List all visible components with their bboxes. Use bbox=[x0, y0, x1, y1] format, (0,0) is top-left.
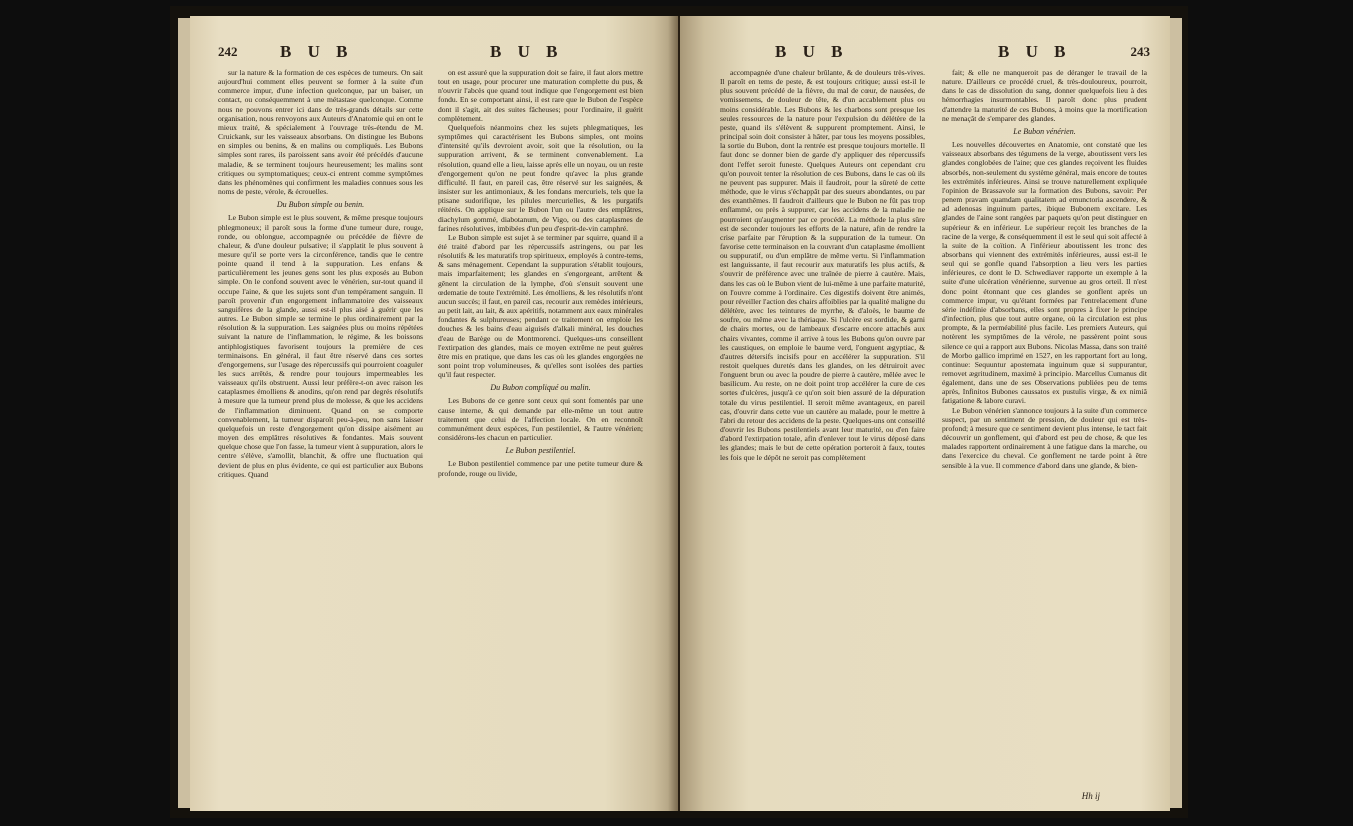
section-heading: Le Bubon pestilentiel. bbox=[505, 446, 576, 456]
text-column bbox=[720, 68, 925, 788]
running-head-col2: B U B bbox=[490, 42, 564, 61]
signature-mark: Hh ij bbox=[1081, 791, 1100, 801]
paragraph: Quelquefois néanmoins chez les sujets phlegmatiques, les symptômes qui caractérisent les Bubons simples, ont moins d'intensité qu'ils devroient avoir, soit que la résolution, ou la suppuration arrivent, & se terminent convenablement. La résolution, quand elle a lieu, laisse après elle un noyau, ou un reste d'engorgement qu'on ne peut fondre qu'avec la plus grande difficulté. Il faut, en pareil cas, être réservé sur les saignées, & insister sur les antimoniaux, & les fondans mercuriels, tels que la ptisane sudorifique, les pilules mercurielles, & les purgatifs réitérés. On applique sur le Bubon l'un ou l'autre des emplâtres, diachylum gommé, diabotanum, de Vigo, ou des cataplasmes de farines résolutives, imbibées d'un peu d'esprit-de-vin camphré. bbox=[438, 122, 643, 233]
paragraph: Les nouvelles découvertes en Anatomie, ont constaté que les vaisseaux absorbans des tégumens de la verge, aboutissent vers les glandes conglobées de l'aine; que ces glandes reçoivent les fluides absorbés, non-seulement du système général, mais encore de toutes les extrémités inférieures. Ainsi se trouve naturellement expliquée l'opinion de Brassavole sur la formation des Bubons, savoir: Per penem pravam quamdam qualitatem ad emunctoria ascendere, & ad adenosas inguinum partes, ibique Bubonem excitare. Les glandes de l'aine sont rangées par paquets qu'on peut distinguer en supérieur & en inférieur. Le supérieur reçoit les branches de la racine de la verge, & conséquemment il est le seul qui soit affecté à la suite de la coïtion. A l'inférieur aboutissent les tronc des absorbans qui viennent des extrémités inférieures, aussi est-il le seul qui se gonfle quand l'absorption a lieu vers les parties inférieures, ce dont le D. Schwediaver rapporte un exemple à la suite d'une ulcération vénérienne, survenue au gros orteil. Il n'est donc point étonnant que ces glandes se gonflent après un commerce impur, vu qu'étant formées par l'entrelacement d'une série indéfinie d'absorbans, elles sont propres à fixer le principe d'infection, plus que tout autre organe, où la circulation est plus prompte, & la perméabilité plus facile. Les premiers Auteurs, qui notèrent les symptômes de la vérole, ne passèrent point sous silence ce qui a rapport aux Bubons. Nicolas Massa, dans son traité de Morbo gallico imprimé en 1527, en les rapportant fort au long, continue: Sequuntur apostemata inguinum quæ si suppurantur, removet ægritudinem, maximè à principio. Marcellus Cumanus dit également, dans une de ses Observations publiées peu de tems après, Infinitos Bubones caussatos ex pustulis virgæ, & ex nimiâ fatigatione & labore curavi. bbox=[942, 140, 1147, 406]
paragraph: Les Bubons de ce genre sont ceux qui sont fomentés par une cause interne, & qui demande par elle-même un tout autre traitement que celui de l'affection locale. On en reconnoît communément deux espèces, l'un pestilentiel, & l'autre vénérien; considérons-les chacun en particulier. bbox=[438, 396, 643, 443]
paragraph: Le Bubon simple est sujet à se terminer par squirre, quand il a été traité d'abord par les répercussifs astringens, ou par les résolutifs & les maturatifs trop spiritueux, employés à contre-tems, & sans ménagement. Cependant la suppuration s'établit toujours, mais imparfaitement; les glandes en s'engorgeant, arrêtent & gênent la circulation de la lymphe, d'où s'ensuit souvent une œdematie de toute l'extrémité. Les émolliens, & les résolutifs n'ont aucun succès; il faut, en pareil cas, recourir aux remèdes intérieurs, au petit lait, au lait, & aux apéritifs, notamment aux eaux minérales fondantes & sulphureuses; pendant ce traitement on emploie les douches & les bains d'eau aiguisés d'alkali minéral, les douches d'eau de Barège ou de Montmorenci. Quelques-uns conseillent l'extirpation des glandes, mais ce moyen extrême ne peut guères être mis en pratique, que dans les cas où les glandes engorgées ne sont point trop volumineuses, & qu'elles sont isolées des parties qu'il faut respecter. bbox=[438, 232, 643, 380]
page-number: 242 bbox=[218, 44, 238, 59]
right-page-edges bbox=[1170, 18, 1182, 808]
paragraph: Le Bubon pestilentiel commence par une petite tumeur dure & profonde, rouge ou livide, bbox=[438, 459, 643, 478]
text-column bbox=[438, 68, 643, 788]
left-page bbox=[190, 16, 678, 811]
right-page bbox=[680, 16, 1170, 811]
paragraph: fait; & elle ne manqueroit pas de déranger le travail de la nature. D'ailleurs ce procédé cruel, & très-douloureux, pourroit, dans le cas de dissolution du sang, donner quelquefois lieu à des hémorrhagies insurmontables. Il paroît donc plus prudent d'attendre la maturité de ces Bubons, à moins que la mortification ne menaçât de s'emparer des glandes. bbox=[942, 68, 1147, 123]
running-head-col2: B U B bbox=[998, 42, 1072, 61]
running-head: B U B bbox=[280, 42, 354, 61]
paragraph: sur la nature & la formation de ces espèces de tumeurs. On sait aujourd'hui comment elles peuvent se former à la suite d'un commerce impur, d'une infection quelconque, par un baiser, un contact, ou conséquemment à une métastase quelconque. Comme nous ne pouvons entrer ici dans de très-grands détails sur cette organisation, nous renvoyons aux Auteurs d'Anatomie qui en ont le mieux traité, & spécialement à l'ouvrage très-étendu de M. Cruickank, sur les vaisseaux absorbans. On distingue les Bubons en simples ou benins, & en malins ou compliqués. Les Bubons simples sont rares, ils paroissent sans avoir été précédés d'aucune maladie, & se terminent toujours heureusement; les malins sont critiques ou symptomatiques; ceux-ci entrent comme symptômes dans les phénomènes qui confirment les maladies connues sous les noms de peste, vérole, & écrouelles. bbox=[218, 68, 423, 197]
text-column bbox=[942, 68, 1147, 788]
section-heading: Du Bubon simple ou benin. bbox=[276, 200, 365, 210]
paragraph: on est assuré que la suppuration doit se faire, il faut alors mettre tout en usage, pour procurer une maturation complette du pus, & n'ouvrir l'abcès que quand tout indique que l'engorgement est bien fondu. En se comportant ainsi, il est rare que le Bubon de l'espèce dont il s'agit, ait des suites fâcheuses; pour l'ordinaire, il guérit complètement. bbox=[438, 68, 643, 123]
paragraph: Le Bubon simple est le plus souvent, & même presque toujours phlegmoneux; il paroît sous la forme d'une tumeur dure, rouge, ronde, ou oblongue, accompagnée ou précédée de fièvre de chaleur, & d'une douleur pulsative; il s'applatit le plus souvent à mesure qu'il se porte vers la circonférence, tandis que le centre pointe quand il tend à la suppuration. Les enfans & particulièrement les jeunes gens sont les plus exposés au Bubon simple. On le confond souvent avec le vénérien, sur-tout quand il occupe l'aine, & que les sujets sont d'un tempérament sanguin. Il paroît provenir d'un engorgement inflammatoire des vaisseaux sanguifères de la glande, aussi est-il plus aisé à guérir que les autres. Le Bubon simple se termine le plus ordinairement par la résolution & la suppuration. Les saignées plus ou moins répétées suivant la nature de l'inflammation, le régime, & les boissons antiphlogistiques favorisent toujours la première de ces terminaisons. En général, il faut être réservé dans ces sortes d'engorgemens, sur l'usage des répercussifs qui pourroient coaguler les sucs arrêtés, & rendre pour toujours impermeables les vaisseaux qu'ils obstruent. Aussi leur préfère-t-on avec raison les cataplasmes émolliens & anodins, qu'on rend par degrés résolutifs à mesure que la tumeur prend plus de molesse, & que les accidens de l'inflammation diminuent. Quand on se comporte convenablement, la tumeur disparoît peu-à-peu, non sans laisser quelquefois un reste d'engorgement qu'on dissipe aisément au moyen des emplâtres résolutives & fondantes. Mais souvent quelque chose que l'on fasse, la tumeur vient à suppuration, alors le centre s'élève, s'amollit, blanchit, & offre une fluctuation qui devient de plus en plus évidente, ce qui est particulier aux Bubons critiques. Quand bbox=[218, 213, 423, 479]
paragraph: accompagnée d'une chaleur brûlante, & de douleurs très-vives. Il paroît en tems de peste, & est toujours critique; aussi est-il le plus souvent précédé de la fièvre, du mal de cœur, de nausées, de vomissemens, de douleur de tête, & d'un accablement plus ou moins considérable. Les Bubons & les charbons sont presque les seules ressources de la nature pour l'expulsion du délétère de la peste, quand ils s'élèvent & suppurent promptement. Ainsi, le principal soin doit consister à hâter, par tous les moyens possibles, la sortie du Bubon, dont la rentrée est presque toujours mortelle. Il faut donc se donner bien de garde d'y appliquer des répercussifs dont l'effet seroit funeste. Quelques Auteurs ont cependant cru qu'on pouvoit tenter la résolution de ces Bubons, dans le cas où ils ne peuvent pas suppurer. Mais il faudroit, pour la sûreté de cette méthode, que le virus s'échappât par des sueurs abondantes, ou par des exanthêmes. Il faudroit d'ailleurs que le Bubon ne fût pas trop enflammé, ou près à suppurer, car les accidens de la maladie ne pourroient qu'augmenter par ce procédé. La méthode la plus sûre est de seconder toujours les efforts de la nature, afin de rendre la crise parfaite par l'éruption & la suppuration de la tumeur. On favorise cette terminaison en la couvrant d'un cataplasme émollient ou suppuratif, ou d'un emplâtre de même vertu. Si l'inflammation est languissante, il faut recourir aux maturatifs les plus actifs, & s'ouvrir de préférence avec une traînée de pierre à cautère. Mais, dans les cas où le Bubon vient de lui-même à une parfaite maturité, on l'ouvre comme à l'ordinaire. Ces digestifs doivent être animés, pour réveiller l'action des chairs affoiblies par la qualité maligne du délétère, avec les teintures de myrrhe, & d'aloès, le baume de soufre, ou même avec la thériaque. Si l'ulcère est sordide, & garni de chairs mortes, ou de lambeaux d'escarre encore attachés aux chairs vivantes, comme il arrive à tous les Bubons qu'on ouvre par les caustiques, on emploie le baume verd, l'onguent ægyptiac, & d'autres détersifs incisifs pour en accélérer la suppuration. S'il restoit quelques duretés dans les glandes, on les détruiroit avec l'onguent brun ou avec la poudre de pierre à cautère, mêlée avec le basilicum. Au reste, on ne doit point trop accélérer la cure de ces sortes d'ulcères, jusqu'à ce qu'on soit bien assuré de la dépuration totale du virus pestilentiel. Il seroit même avantageux, en pareil cas, d'ouvrir dans cette vue un cautère au malade, pour le mettre à l'abri du retour des accidens de la peste. Quelques-uns ont conseillé d'ouvrir les Bubons pestilentiels avant leur maturité, ou d'en faire d'abord l'extirpation totale, afin d'enlever tout le virus déposé dans les glandes; mais le but de cette opération porteroit à faux, toutes les fois que le dépôt ne seroit pas complètement bbox=[720, 68, 925, 462]
text-column bbox=[218, 68, 423, 788]
section-heading: Le Bubon vénérien. bbox=[1013, 126, 1076, 136]
open-book bbox=[170, 6, 1188, 818]
section-heading: Du Bubon compliqué ou malin. bbox=[490, 383, 591, 393]
page-number: 243 bbox=[1130, 44, 1150, 59]
left-page-edges bbox=[178, 18, 190, 808]
running-head: B U B bbox=[775, 42, 849, 61]
paragraph: Le Bubon vénérien s'annonce toujours à la suite d'un commerce suspect, par un sentiment de pression, de douleur qui est très-profond; à mesure que ce sentiment devient plus intense, le tact fait découvrir un gonflement, qui d'abord est peu de chose, & que les malades rapportent ordinairement à une fatigue dans la marche, ou dans l'exercice du cheval. Ce gonflement ne tarde point à être sensible à la vue. Il commence d'abord dans une glande, & bien- bbox=[942, 405, 1147, 470]
